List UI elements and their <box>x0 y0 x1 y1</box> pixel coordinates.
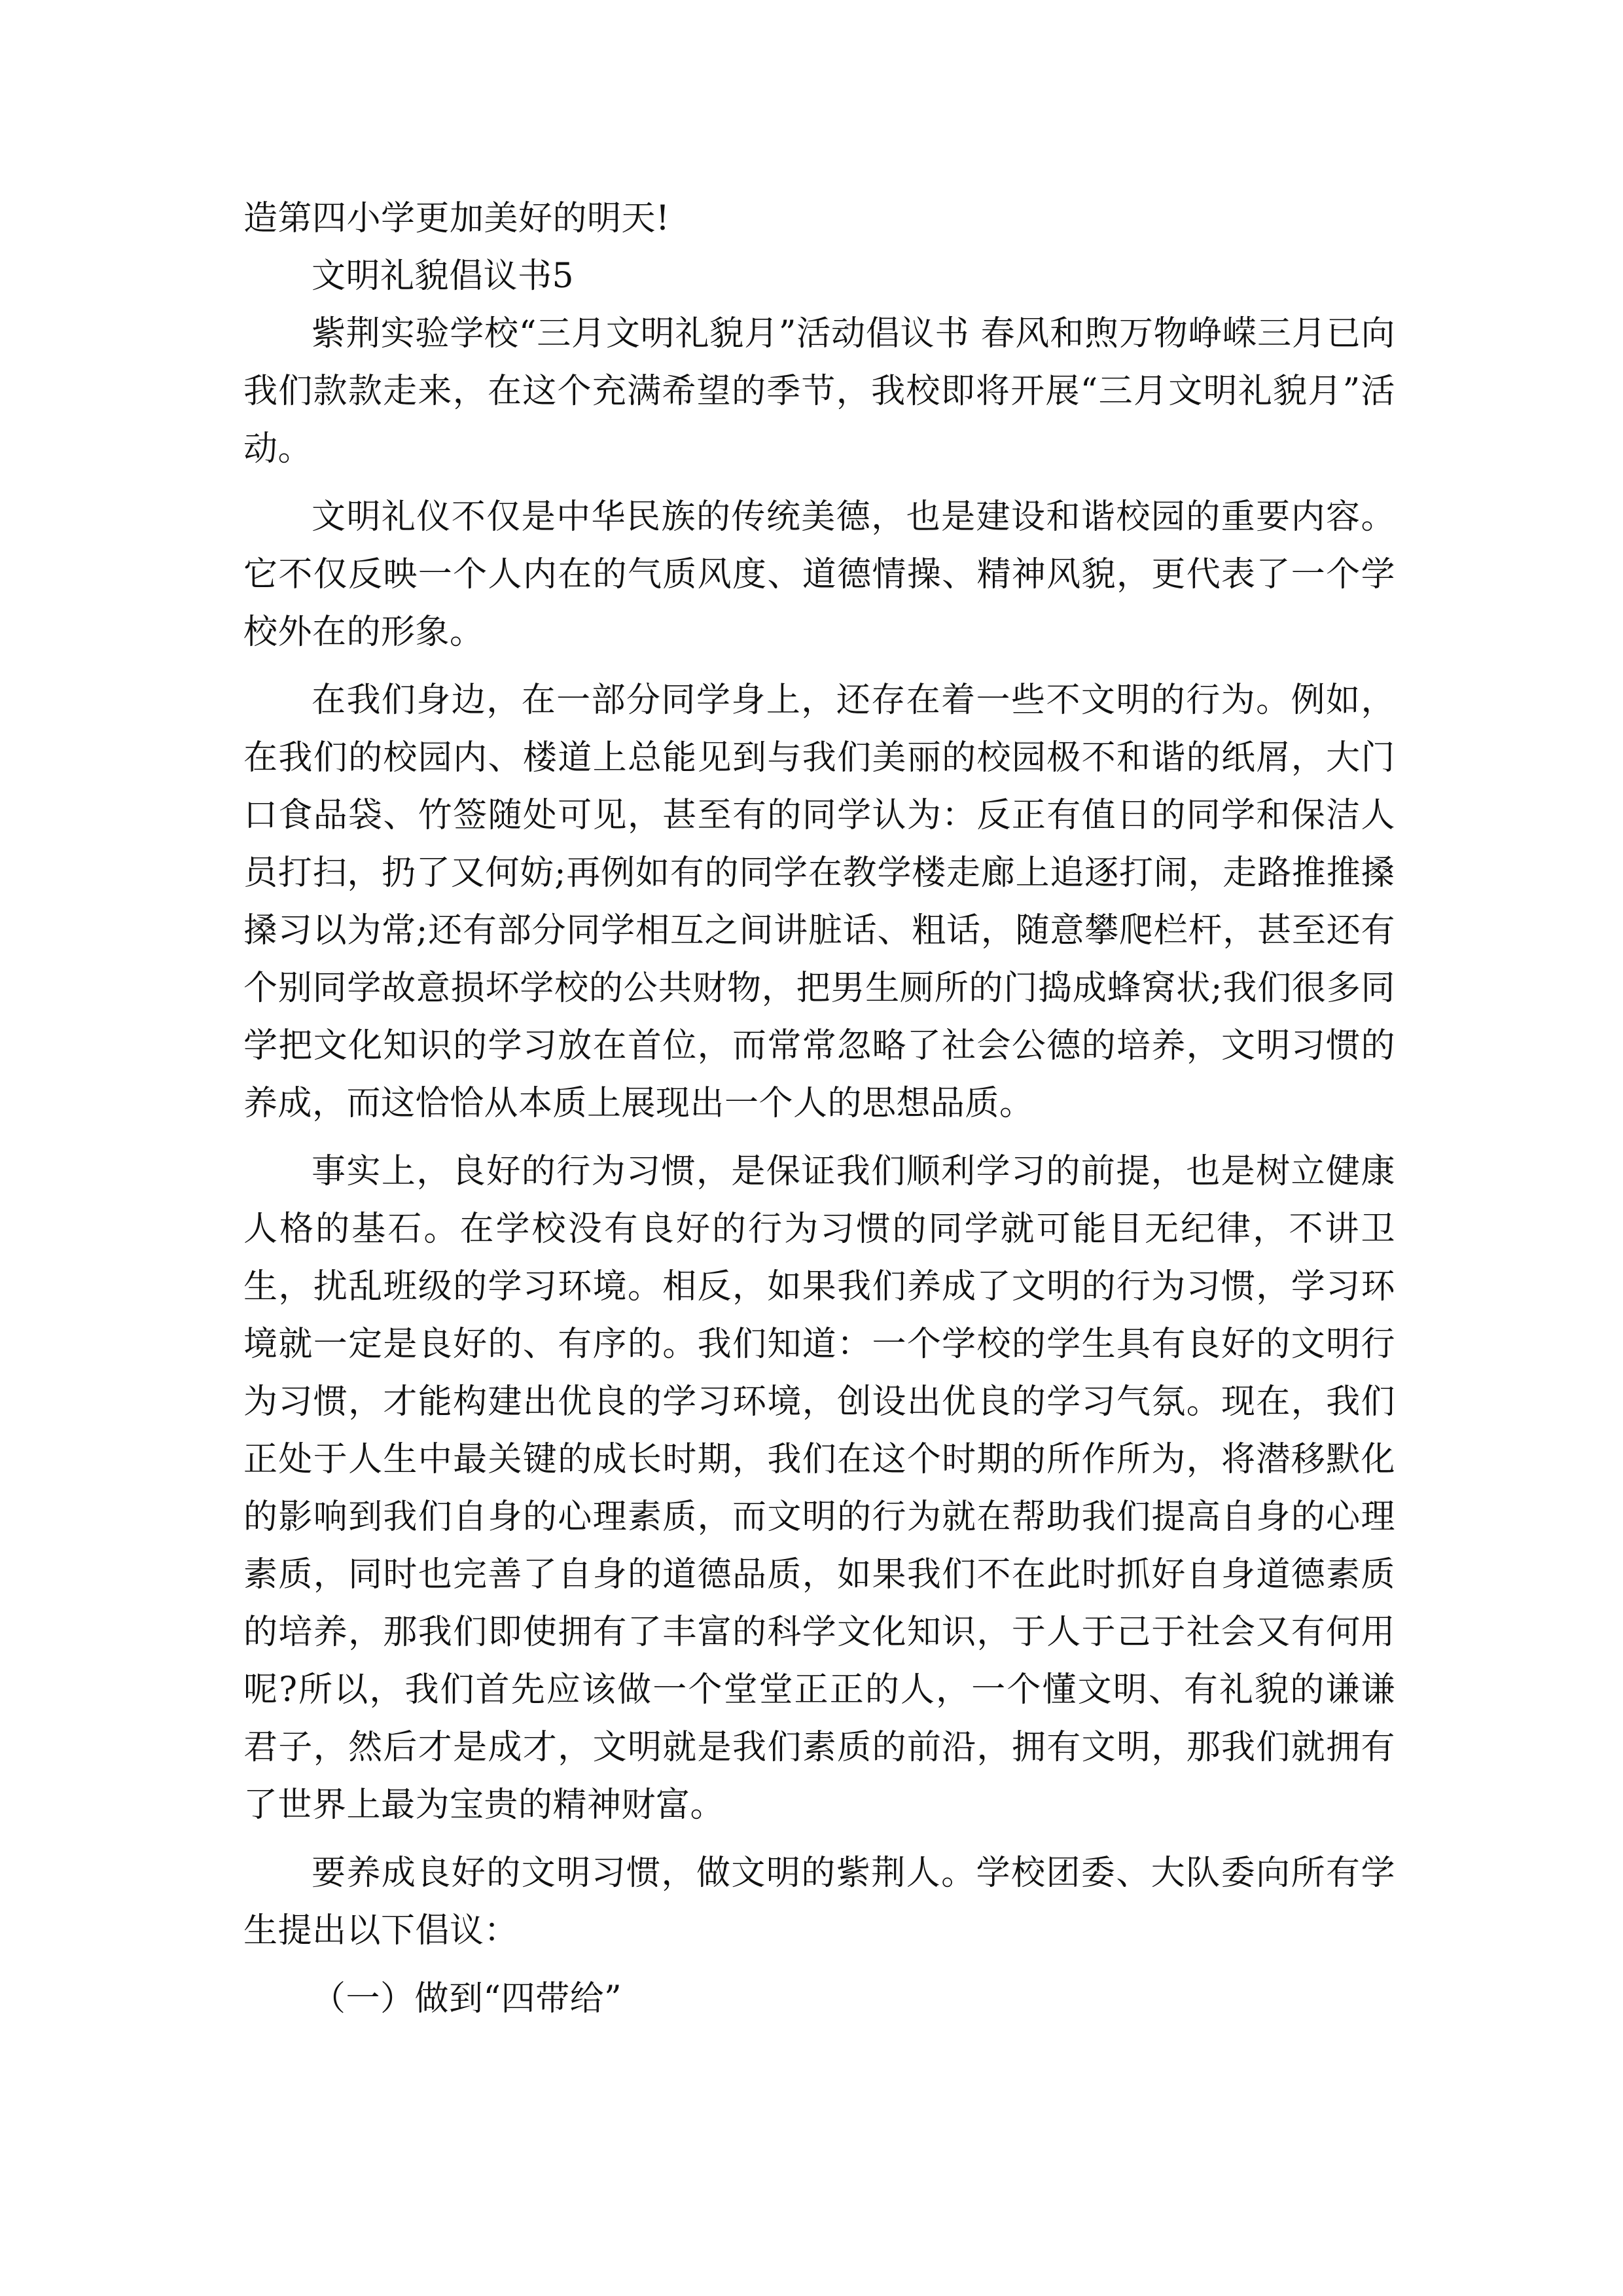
paragraph-habits: 事实上，良好的行为习惯，是保证我们顺利学习的前提，也是树立健康人格的基石。在学校没有良好的行为习惯的同学就可能目无纪律，不讲卫生，扰乱班级的学习环境。相反，如果我们养成了文明的行为习惯，学习环境就一定是良好的、有序的。我们知道：一个学校的学生具有良好的文明行为习惯，才能构建出优良的学习环境，创设出优良的学习气氛。现在，我们正处于人生中最关键的成长时期，我们在这个时期的所作所为，将潜移默化的影响到我们自身的心理素质，而文明的行为就在帮助我们提高自身的心理素质，同时也完善了自身的道德品质，如果我们不在此时抓好自身道德素质的培养，那我们即使拥有了丰富的科学文化知识，于人于己于社会又有何用呢?所以，我们首先应该做一个堂堂正正的人，一个懂文明、有礼貌的谦谦君子，然后才是成才，文明就是我们素质的前沿，拥有文明，那我们就拥有了世界上最为宝贵的精神财富。 <box>243 1152 1395 1825</box>
paragraph-intro: 紫荆实验学校“三月文明礼貌月”活动倡议书 春风和煦万物峥嵘三月已向我们款款走来，在这个充满希望的季节，我校即将开展“三月文明礼貌月”活动。 <box>243 314 1395 469</box>
document-body <box>243 190 1395 2028</box>
list-heading-1: （一）做到“四带给” <box>312 1979 622 2018</box>
section-heading: 文明礼貌倡议书5 <box>312 257 575 296</box>
paragraph-proposal: 要养成良好的文明习惯，做文明的紫荆人。学校团委、大队委向所有学生提出以下倡议： <box>243 1854 1395 1950</box>
paragraph-problems: 在我们身边，在一部分同学身上，还存在着一些不文明的行为。例如，在我们的校园内、楼道上总能见到与我们美丽的校园极不和谐的纸屑，大门口食品袋、竹签随处可见，甚至有的同学认为：反正有值日的同学和保洁人员打扫，扔了又何妨;再例如有的同学在教学楼走廊上追逐打闹，走路推推搡搡习以为常;还有部分同学相互之间讲脏话、粗话，随意攀爬栏杆，甚至还有个别同学故意损坏学校的公共财物，把男生厕所的门捣成蜂窝状;我们很多同学把文化知识的学习放在首位，而常常忽略了社会公德的培养，文明习惯的养成，而这恰恰从本质上展现出一个人的思想品质。 <box>243 681 1395 1123</box>
paragraph-etiquette: 文明礼仪不仅是中华民族的传统美德，也是建设和谐校园的重要内容。它不仅反映一个人内在的气质风度、道德情操、精神风貌，更代表了一个学校外在的形象。 <box>243 497 1395 652</box>
paragraph-continuation: 造第四小学更加美好的明天! <box>243 199 670 238</box>
